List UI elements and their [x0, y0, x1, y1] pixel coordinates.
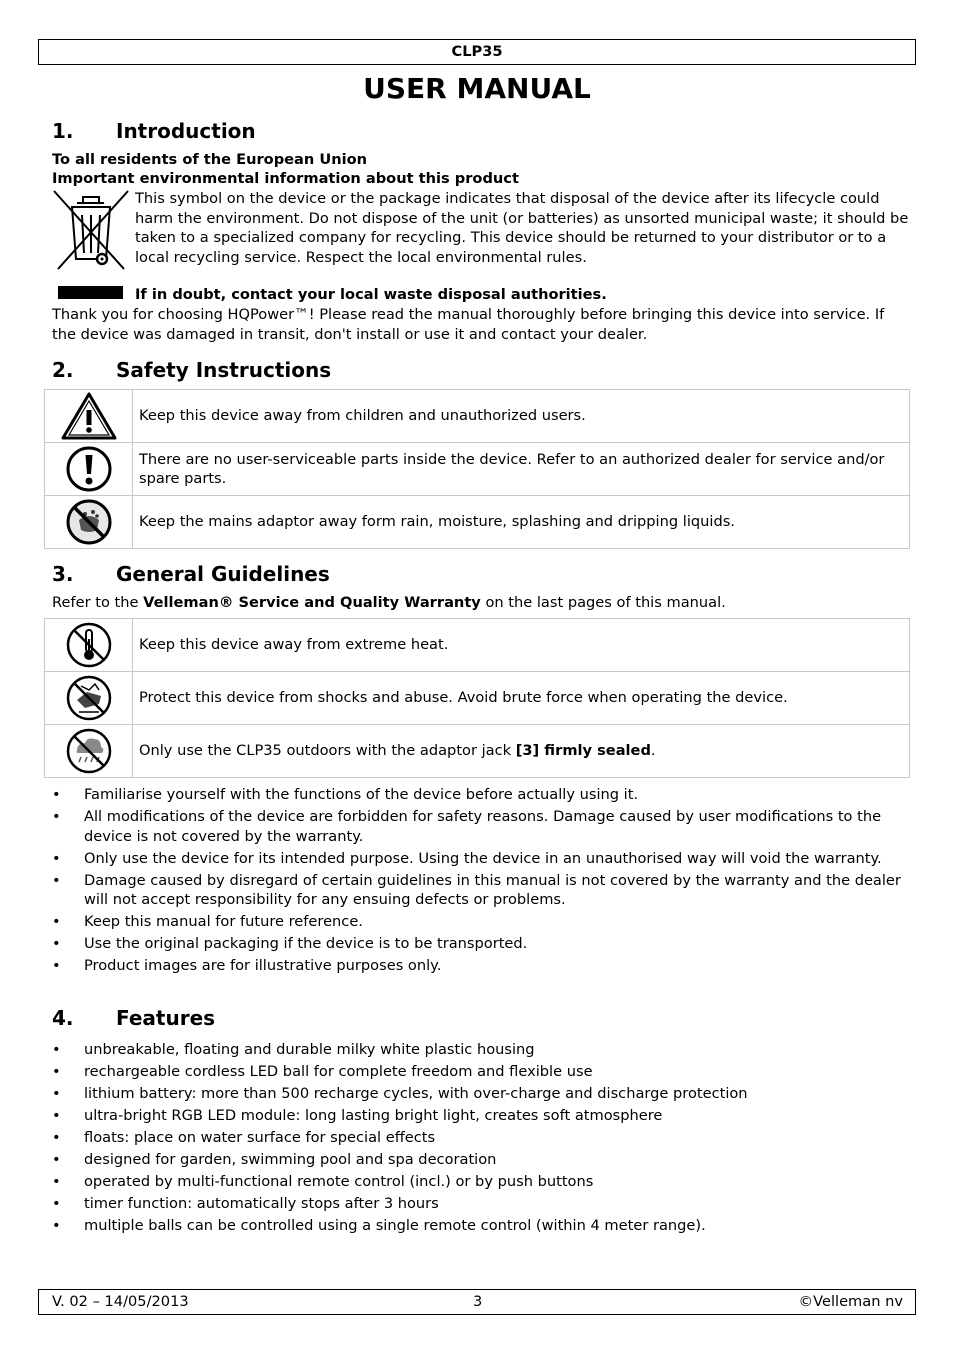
table-row	[45, 496, 910, 549]
section-introduction-heading: 1. Introduction	[52, 119, 256, 143]
footer-version: V. 02 – 14/05/2013	[52, 1293, 189, 1310]
weee-bin-icon	[52, 189, 130, 301]
table-row	[45, 619, 910, 672]
footer-page-number: 3	[473, 1293, 483, 1310]
warranty-reference: Refer to the Velleman® Service and Quality Warranty on the last pages of this manual.	[52, 594, 726, 611]
list-item: • Use the original packaging if the device is to be transported.	[52, 934, 912, 954]
safety-text: Keep the mains adaptor away form rain, moisture, splashing and dripping liquids.	[133, 496, 910, 549]
no-shock-icon	[65, 674, 113, 722]
list-item: • Product images are for illustrative purposes only.	[52, 956, 912, 976]
safety-text: There are no user-serviceable parts inside the device. Refer to an authorized dealer for service and/or spare parts.	[133, 443, 910, 496]
table-row	[45, 725, 910, 778]
guideline-text: Protect this device from shocks and abuse. Avoid brute force when operating the device.	[133, 672, 910, 725]
no-liquids-icon	[65, 498, 113, 546]
table-row	[45, 672, 910, 725]
safety-table	[44, 389, 910, 549]
table-row	[45, 390, 910, 443]
safety-text: Keep this device away from children and unauthorized users.	[133, 390, 910, 443]
list-item: • floats: place on water surface for special effects	[52, 1128, 912, 1148]
waste-disposal-note: If in doubt, contact your local waste disposal authorities.	[135, 286, 607, 303]
table-row	[45, 443, 910, 496]
page-header	[38, 39, 916, 65]
list-item: • unbreakable, floating and durable milky white plastic housing	[52, 1040, 912, 1060]
page-title: USER MANUAL	[363, 72, 591, 105]
guidelines-bullet-list	[52, 785, 912, 978]
header-model: CLP35	[451, 43, 503, 60]
environmental-info-line: Important environmental information about this product	[52, 170, 519, 187]
thanks-paragraph: Thank you for choosing HQPower™! Please read the manual thoroughly before bringing this device into service. If the device was damaged in transit, don't install or use it and contact your dealer.	[52, 306, 885, 343]
list-item: • All modifications of the device are forbidden for safety reasons. Damage caused by user modifications to the device is not covered by the warranty.	[52, 807, 912, 846]
list-item: • rechargeable cordless LED ball for complete freedom and flexible use	[52, 1062, 912, 1082]
list-item: • timer function: automatically stops after 3 hours	[52, 1194, 912, 1214]
no-heat-icon	[65, 621, 113, 669]
page-footer	[38, 1289, 916, 1315]
list-item: • Only use the device for its intended purpose. Using the device in an unauthorised way will void the warranty.	[52, 849, 912, 869]
guideline-text: Only use the CLP35 outdoors with the adaptor jack [3] firmly sealed.	[133, 725, 910, 778]
footer-copyright: ©Velleman nv	[798, 1293, 903, 1310]
guidelines-table	[44, 618, 910, 778]
features-bullet-list	[52, 1040, 912, 1238]
adaptor-jack-note: [3] firmly sealed	[515, 742, 651, 760]
warranty-name: Velleman® Service and Quality Warranty	[143, 594, 481, 611]
list-item: • multiple balls can be controlled using a single remote control (within 4 meter range).	[52, 1216, 912, 1236]
weee-paragraph: This symbol on the device or the package indicates that disposal of the device after its lifecycle could harm the environment. Do not dispose of the unit (or batteries) as unsorted municipal waste; it should be taken to a specialized company for recycling. This device should be returned to your distributor or to a local recycling service. Respect the local environmental rules.	[135, 190, 909, 266]
section-guidelines-heading: 3. General Guidelines	[52, 562, 330, 586]
list-item: • designed for garden, swimming pool and spa decoration	[52, 1150, 912, 1170]
list-item: • Damage caused by disregard of certain guidelines in this manual is not covered by the warranty and the dealer will not accept responsibility for any ensuing defects or problems.	[52, 871, 912, 910]
eu-residents-line: To all residents of the European Union	[52, 151, 368, 168]
guideline-text: Keep this device away from extreme heat.	[133, 619, 910, 672]
section-features-heading: 4. Features	[52, 1006, 216, 1030]
list-item: • Familiarise yourself with the functions of the device before actually using it.	[52, 785, 912, 805]
list-item: • operated by multi-functional remote control (incl.) or by push buttons	[52, 1172, 912, 1192]
warning-triangle-icon	[60, 391, 118, 441]
list-item: • Keep this manual for future reference.	[52, 912, 912, 932]
no-rain-icon	[65, 727, 113, 775]
list-item: • ultra-bright RGB LED module: long lasting bright light, creates soft atmosphere	[52, 1106, 912, 1126]
exclamation-circle-icon	[65, 445, 113, 493]
list-item: • lithium battery: more than 500 recharge cycles, with over-charge and discharge protection	[52, 1084, 912, 1104]
section-safety-heading: 2. Safety Instructions	[52, 358, 332, 382]
